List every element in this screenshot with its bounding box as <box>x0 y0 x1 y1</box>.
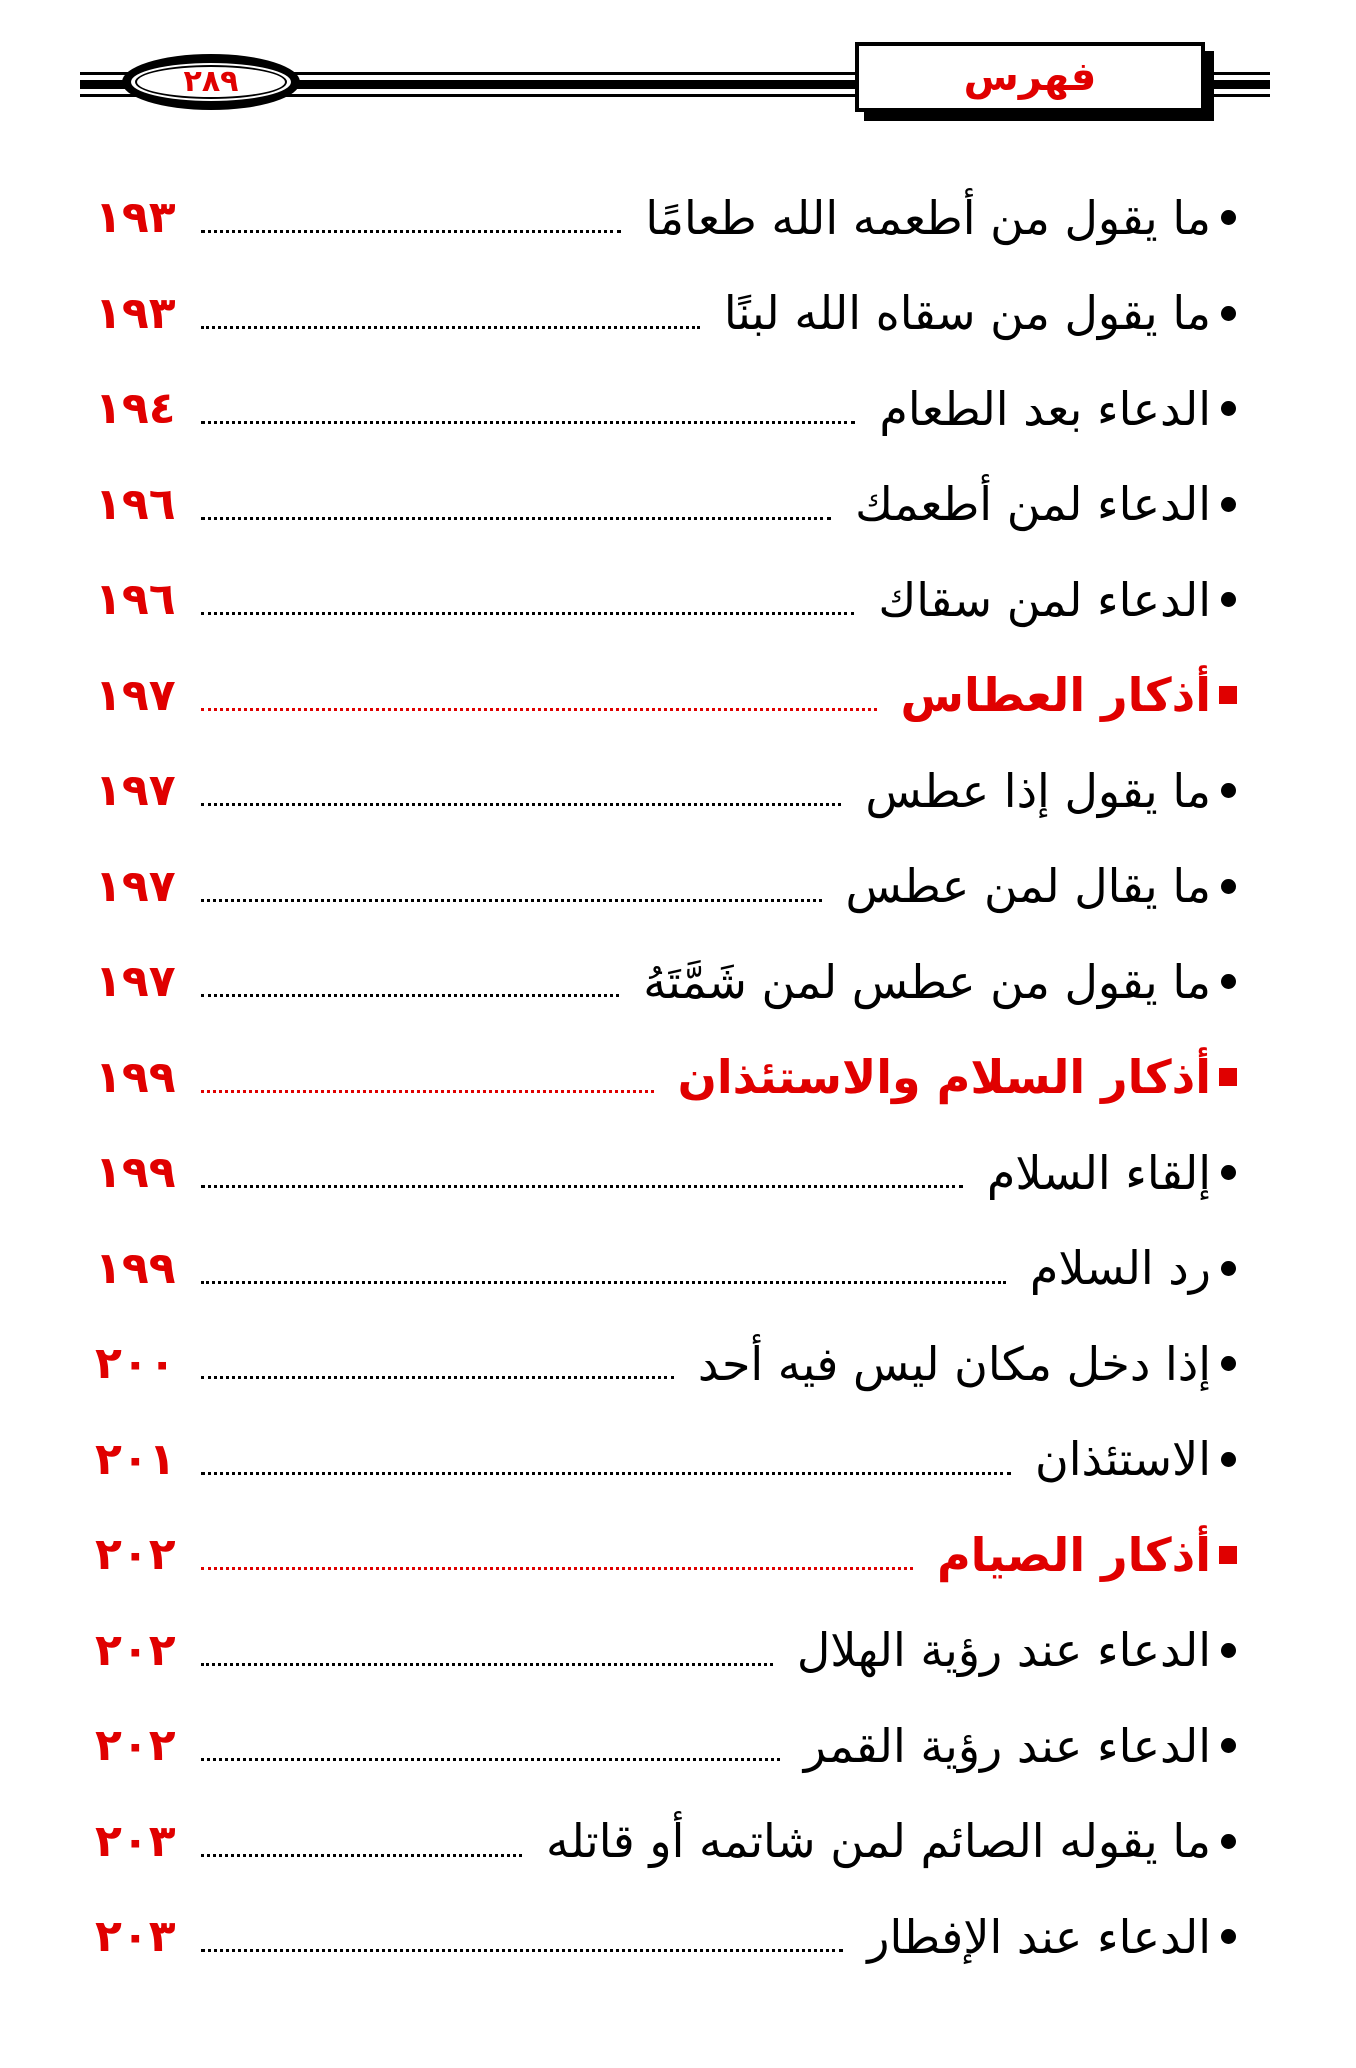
dotted-leader <box>201 1949 843 1952</box>
toc-page-number: ١٩٧ <box>95 669 176 721</box>
toc-page-number: ١٩٤ <box>95 383 176 435</box>
toc-page-number: ١٩٣ <box>95 192 176 244</box>
toc-entry-label: ما يقوله الصائم لمن شاتمه أو قاتله <box>546 1814 1211 1869</box>
toc-item-row <box>95 1221 1245 1317</box>
dot-bullet-icon <box>1211 1929 1245 1944</box>
toc-page-number: ١٩٩ <box>95 1147 176 1199</box>
toc-page-number: ١٩٩ <box>95 1242 176 1294</box>
dot-bullet-icon <box>1211 401 1245 416</box>
square-bullet-icon <box>1211 1546 1245 1564</box>
dotted-leader <box>201 612 854 615</box>
toc-item-row <box>95 1889 1245 1985</box>
dot-bullet-icon <box>1211 1452 1245 1467</box>
toc-page-number: ٢٠٢ <box>95 1529 176 1581</box>
toc-section-row <box>95 1507 1245 1603</box>
toc-entry-label: أذكار السلام والاستئذان <box>677 1050 1211 1105</box>
toc-page-number: ٢٠١ <box>95 1433 176 1485</box>
toc-entry-label: إلقاء السلام <box>986 1145 1211 1200</box>
toc-item-row <box>95 170 1245 266</box>
toc-entry-label: ما يقول من سقاه الله لبنًا <box>723 286 1211 341</box>
toc-page-number: ١٩٧ <box>95 956 176 1008</box>
toc-entry-label: ما يقول إذا عطس <box>865 763 1211 818</box>
dot-bullet-icon <box>1211 1738 1245 1753</box>
page-header <box>0 0 1356 150</box>
dot-bullet-icon <box>1211 1165 1245 1180</box>
toc-item-row <box>95 457 1245 553</box>
toc-page-number: ١٩٧ <box>95 765 176 817</box>
dot-bullet-icon <box>1211 879 1245 894</box>
toc-page-number: ١٩٩ <box>95 1051 176 1103</box>
toc-page-number: ١٩٧ <box>95 860 176 912</box>
toc-item-row <box>95 361 1245 457</box>
square-bullet-icon <box>1211 1068 1245 1086</box>
dotted-leader <box>201 230 621 233</box>
dotted-leader <box>201 994 619 997</box>
toc-entry-label: رد السلام <box>1029 1241 1211 1296</box>
toc-page-number: ٢٠٠ <box>95 1338 176 1390</box>
toc-item-row <box>95 266 1245 362</box>
dotted-leader <box>201 1567 913 1570</box>
dotted-leader <box>201 517 831 520</box>
toc-item-row <box>95 743 1245 839</box>
dot-bullet-icon <box>1211 1643 1245 1658</box>
toc-entry-label: الدعاء لمن أطعمك <box>855 477 1211 532</box>
dotted-leader <box>201 1281 1006 1284</box>
toc-section-row <box>95 648 1245 744</box>
toc-entry-label: ما يقال لمن عطس <box>845 859 1211 914</box>
toc-item-row <box>95 1412 1245 1508</box>
toc-entry-label: ما يقول من أطعمه الله طعامًا <box>645 190 1211 245</box>
dotted-leader <box>201 326 700 329</box>
page-number: ٢٨٩ <box>135 65 287 99</box>
toc-item-row <box>95 1316 1245 1412</box>
dot-bullet-icon <box>1211 1834 1245 1849</box>
dot-bullet-icon <box>1211 592 1245 607</box>
toc-item-row <box>95 934 1245 1030</box>
toc-entry-label: الدعاء عند رؤية الهلال <box>796 1623 1211 1678</box>
dot-bullet-icon <box>1211 1356 1245 1371</box>
toc-item-row <box>95 1603 1245 1699</box>
toc-item-row <box>95 552 1245 648</box>
dotted-leader <box>201 708 877 711</box>
table-of-contents <box>95 170 1245 1985</box>
toc-page-number: ١٩٣ <box>95 287 176 339</box>
toc-page-number: ١٩٦ <box>95 574 176 626</box>
toc-item-row <box>95 1794 1245 1890</box>
dot-bullet-icon <box>1211 1261 1245 1276</box>
dot-bullet-icon <box>1211 497 1245 512</box>
toc-entry-label: الاستئذان <box>1034 1432 1211 1487</box>
toc-page-number: ١٩٦ <box>95 478 176 530</box>
dotted-leader <box>201 421 855 424</box>
toc-entry-label: الدعاء عند الإفطار <box>867 1909 1211 1964</box>
toc-item-row <box>95 839 1245 935</box>
toc-entry-label: الدعاء لمن سقاك <box>878 572 1211 627</box>
toc-entry-label: الدعاء بعد الطعام <box>879 381 1211 436</box>
dotted-leader <box>201 1185 963 1188</box>
toc-page-number: ٢٠٢ <box>95 1624 176 1676</box>
toc-entry-label: ما يقول من عطس لمن شَمَّتَهُ <box>643 954 1211 1009</box>
square-bullet-icon <box>1211 686 1245 704</box>
toc-entry-label: أذكار العطاس <box>900 668 1211 723</box>
dot-bullet-icon <box>1211 306 1245 321</box>
toc-entry-label: الدعاء عند رؤية القمر <box>803 1718 1211 1773</box>
toc-page-number: ٢٠٣ <box>95 1911 176 1963</box>
dot-bullet-icon <box>1211 974 1245 989</box>
toc-item-row <box>95 1125 1245 1221</box>
dotted-leader <box>201 1758 780 1761</box>
dotted-leader <box>201 803 841 806</box>
dot-bullet-icon <box>1211 210 1245 225</box>
toc-page-number: ٢٠٢ <box>95 1720 176 1772</box>
dot-bullet-icon <box>1211 783 1245 798</box>
page-title: فهرس <box>855 42 1205 112</box>
toc-section-row <box>95 1030 1245 1126</box>
dotted-leader <box>201 1854 522 1857</box>
toc-entry-label: أذكار الصيام <box>936 1527 1211 1582</box>
toc-page-number: ٢٠٣ <box>95 1815 176 1867</box>
dotted-leader <box>201 1472 1011 1475</box>
page-number-badge <box>122 54 300 110</box>
toc-entry-label: إذا دخل مكان ليس فيه أحد <box>697 1336 1211 1391</box>
toc-item-row <box>95 1698 1245 1794</box>
dotted-leader <box>201 1090 654 1093</box>
dotted-leader <box>201 899 822 902</box>
dotted-leader <box>201 1376 674 1379</box>
dotted-leader <box>201 1663 773 1666</box>
